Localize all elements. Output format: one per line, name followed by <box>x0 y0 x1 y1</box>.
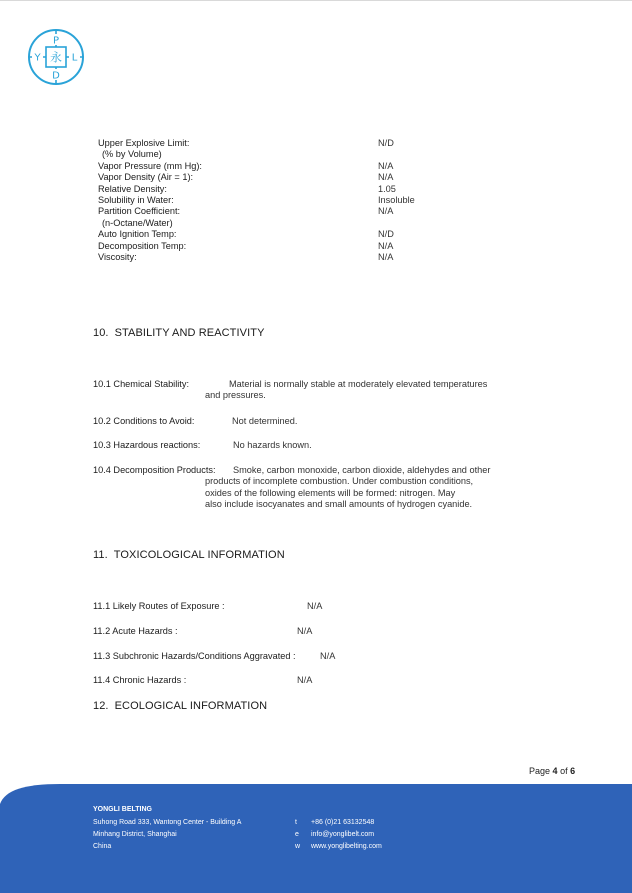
property-value: N/D <box>378 138 394 148</box>
acute-hazards-item <box>93 626 313 637</box>
footer-address-line: China <box>93 843 112 850</box>
item-value: Not determined. <box>232 416 298 426</box>
logo-letter-y: Y <box>34 52 41 64</box>
page-of: of <box>560 766 568 776</box>
property-label: Vapor Pressure (mm Hg): <box>98 160 202 171</box>
section-12-heading <box>93 700 267 712</box>
footer-company-name: YONGLI BELTING <box>93 806 152 813</box>
item-label: 10.3 Hazardous reactions: <box>93 440 201 450</box>
footer-phone-key: t <box>295 819 297 826</box>
property-value: N/A <box>378 206 394 217</box>
decomposition-products-item <box>93 465 491 510</box>
section-number: 11. <box>93 549 108 561</box>
property-row <box>98 149 498 160</box>
hazardous-reactions-item <box>93 440 312 451</box>
property-value: N/A <box>378 240 394 251</box>
item-value: Smoke, carbon monoxide, carbon dioxide, aldehydes and other <box>233 465 491 475</box>
company-logo <box>27 28 85 86</box>
property-row <box>98 172 498 183</box>
property-row <box>98 218 498 229</box>
logo-letter-d: D <box>52 70 60 82</box>
logo-letter-p: P <box>52 35 60 47</box>
property-label: Upper Explosive Limit: <box>98 138 190 148</box>
property-row <box>98 195 498 206</box>
item-value: N/A <box>297 675 313 685</box>
property-value: N/D <box>378 229 394 240</box>
section-title: ECOLOGICAL INFORMATION <box>114 700 268 712</box>
chemical-stability-item <box>93 379 488 401</box>
section-10-heading <box>93 327 265 339</box>
property-row <box>98 184 498 195</box>
item-value-line: also include isocyanates and small amounts of hydrogen cyanide. <box>205 499 473 510</box>
property-label: Partition Coefficient: <box>98 206 181 217</box>
top-rule <box>0 0 632 1</box>
item-value: N/A <box>297 626 313 636</box>
footer-website-link[interactable]: www.yonglibelting.com <box>311 843 382 850</box>
item-value: N/A <box>320 651 336 661</box>
property-row <box>98 206 498 217</box>
item-value-continued: and pressures. <box>205 390 266 401</box>
property-label: Vapor Density (Air = 1): <box>98 172 194 183</box>
section-title: TOXICOLOGICAL INFORMATION <box>113 549 285 561</box>
item-label: 10.2 Conditions to Avoid: <box>93 416 195 426</box>
footer-phone[interactable]: +86 (0)21 63132548 <box>311 819 375 826</box>
footer-address-line: Suhong Road 333, Wantong Center - Building A <box>93 819 242 826</box>
property-label: Solubility in Water: <box>98 194 174 205</box>
chronic-hazards-item <box>93 675 313 686</box>
item-value: No hazards known. <box>233 440 312 450</box>
section-title: STABILITY AND REACTIVITY <box>114 327 265 339</box>
property-row <box>98 138 498 149</box>
item-label: 11.3 Subchronic Hazards/Conditions Aggravated : <box>93 651 296 661</box>
footer-web-key: w <box>295 843 301 850</box>
property-value: 1.05 <box>378 183 396 194</box>
property-label: Decomposition Temp: <box>98 240 187 251</box>
section-number: 10. <box>93 327 109 339</box>
page-number <box>529 766 575 776</box>
item-label: 11.1 Likely Routes of Exposure : <box>93 601 225 611</box>
property-label: Relative Density: <box>98 183 167 194</box>
item-value-line: oxides of the following elements will be formed: nitrogen. May <box>205 487 456 498</box>
routes-of-exposure-item <box>93 601 323 612</box>
property-value: N/A <box>378 251 394 262</box>
item-label: 10.1 Chemical Stability: <box>93 379 190 389</box>
footer-email-link[interactable]: info@yonglibelt.com <box>311 831 375 838</box>
property-label: Viscosity: <box>98 251 137 262</box>
property-value: N/A <box>378 160 394 171</box>
property-row <box>98 241 498 252</box>
item-value: Material is normally stable at moderately elevated temperatures <box>229 379 488 389</box>
page-current: 4 <box>552 766 558 776</box>
page-prefix: Page <box>529 766 551 776</box>
logo-letter-l: L <box>71 52 78 64</box>
footer-email-key: e <box>295 831 299 838</box>
property-label: (n-Octane/Water) <box>102 217 173 228</box>
property-label: (% by Volume) <box>102 149 162 160</box>
property-label: Auto Ignition Temp: <box>98 229 177 240</box>
section-11-heading <box>93 549 285 561</box>
item-label: 10.4 Decomposition Products: <box>93 465 216 475</box>
item-value-line: products of incomplete combustion. Under combustion conditions, <box>205 476 474 487</box>
property-row <box>98 252 498 263</box>
page-total: 6 <box>570 766 576 776</box>
conditions-to-avoid-item <box>93 416 298 427</box>
physical-properties-list <box>98 138 498 263</box>
property-row <box>98 161 498 172</box>
section-number: 12. <box>93 700 109 712</box>
logo-icon <box>27 28 85 86</box>
subchronic-hazards-item <box>93 651 336 662</box>
item-label: 11.2 Acute Hazards : <box>93 626 178 636</box>
property-row <box>98 229 498 240</box>
footer-address-line: Minhang District, Shanghai <box>93 831 177 838</box>
item-value: N/A <box>307 601 323 611</box>
property-value: N/A <box>378 172 394 183</box>
logo-center-glyph: 永 <box>49 50 63 65</box>
item-label: 11.4 Chronic Hazards : <box>93 675 187 685</box>
property-value: Insoluble <box>378 194 415 205</box>
